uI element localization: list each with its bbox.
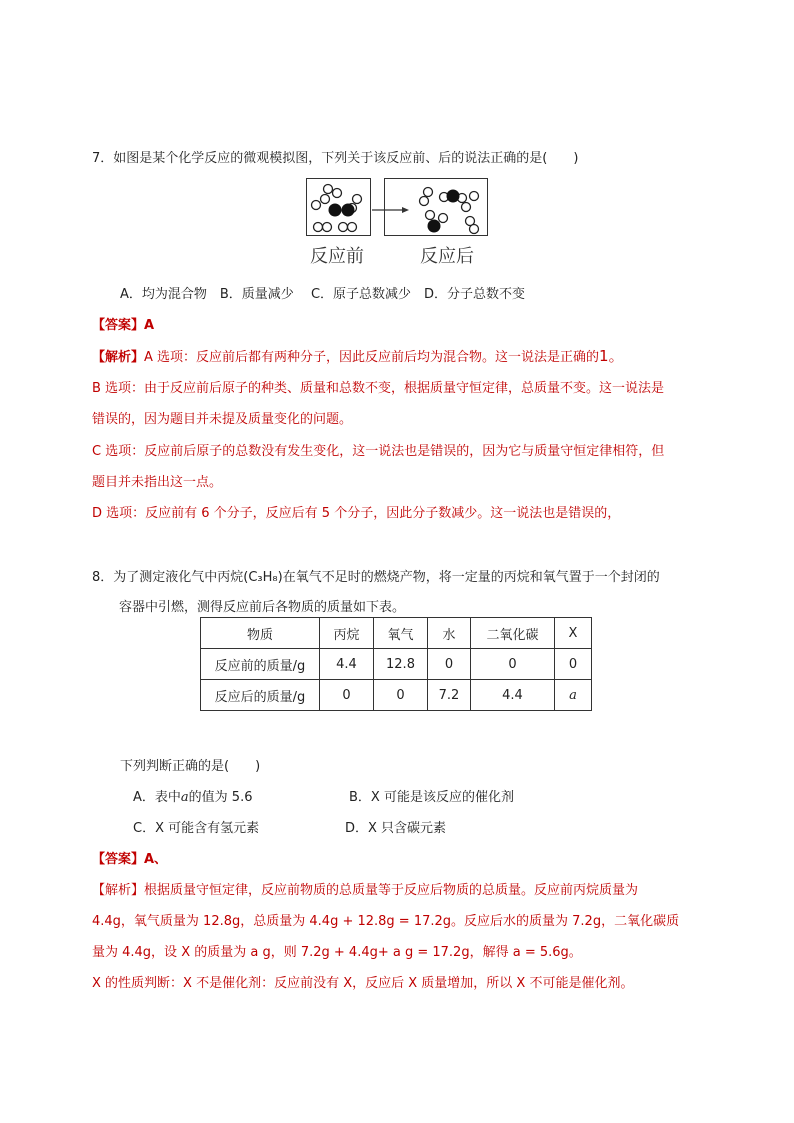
table-header-cell: 氧气: [374, 618, 428, 649]
table-cell: 0: [555, 649, 592, 680]
q7-options: A．均为混合物 B．质量减少 C．原子总数减少 D．分子总数不变: [120, 287, 526, 302]
table-cell: 0: [471, 649, 555, 680]
q7-analysis-d: D 选项：反应前有 6 个分子，反应后有 5 个分子，因此分子数减少。这一说法也是错误的，: [92, 506, 621, 521]
q8-stem-line2: 容器中引燃，测得反应前后各物质的质量如下表。: [119, 600, 406, 615]
table-cell: 0: [320, 680, 374, 711]
table-cell: 反应后的质量/g: [201, 680, 320, 711]
q7-analysis-c2: 题目并未指出这一点。: [92, 475, 223, 490]
table-cell: 4.4: [320, 649, 374, 680]
q7-stem: 7．如图是某个化学反应的微观模拟图，下列关于该反应前、后的说法正确的是( ): [92, 151, 579, 166]
analysis-a-mark: 1。: [599, 347, 624, 365]
table-header-cell: 水: [428, 618, 471, 649]
q8-option-d: D．X 只含碳元素: [345, 821, 447, 836]
q8-question: 下列判断正确的是( ): [120, 759, 261, 774]
mass-table: [200, 617, 592, 711]
after-label: 反应后: [420, 246, 474, 267]
atom-hollow: [323, 223, 332, 232]
atom-hollow: [420, 197, 429, 206]
q7-analysis-c1: C 选项：反应前后原子的总数没有发生变化，这一说法也是错误的，因为它与质量守恒定律相符，但: [92, 444, 665, 459]
atom-solid: [342, 204, 355, 217]
before-label: 反应前: [310, 246, 364, 267]
atom-hollow: [333, 189, 342, 198]
table-row: [201, 649, 592, 680]
atom-hollow: [462, 203, 471, 212]
table-header-cell: 丙烷: [320, 618, 374, 649]
atom-hollow: [321, 195, 330, 204]
table-header-row: [201, 618, 592, 649]
atom-solid: [428, 220, 441, 233]
option-a-suffix: 的值为 5.6: [188, 790, 253, 805]
q7-analysis-b2: 错误的，因为题目并未提及质量变化的问题。: [92, 412, 353, 427]
atom-hollow: [314, 223, 323, 232]
table-cell: 0: [374, 680, 428, 711]
table-cell: 4.4: [471, 680, 555, 711]
q8-analysis-line3: 量为 4.4g，设 X 的质量为 a g，则 7.2g + 4.4g+ a g = 17.2g，解得 a = 5.6g。: [92, 945, 582, 960]
q8-option-c: C．X 可能含有氢元素: [133, 821, 260, 836]
q7-answer: 【答案】A: [92, 318, 155, 333]
table-cell: 7.2: [428, 680, 471, 711]
atom-hollow: [312, 201, 321, 210]
atom-hollow: [470, 225, 479, 234]
option-a-prefix: A．表中: [133, 790, 181, 805]
q8-analysis-line4: X 的性质判断：X 不是催化剂：反应前没有 X，反应后 X 质量增加，所以 X 不可能是催化剂。: [92, 976, 634, 991]
q7-analysis-b1: B 选项：由于反应前后原子的种类、质量和总数不变，根据质量守恒定律，总质量不变。这一说法是: [92, 381, 665, 396]
q7-analysis-a: [92, 345, 624, 366]
table-header-cell: 二氧化碳: [471, 618, 555, 649]
option-a-var: a: [180, 790, 189, 805]
molecule-drawing: [0, 0, 794, 300]
q8-analysis-line2: 4.4g，氧气质量为 12.8g，总质量为 4.4g + 12.8g = 17.2g。反应后水的质量为 7.2g，二氧化碳质: [92, 914, 680, 929]
table-cell: 12.8: [374, 649, 428, 680]
atom-solid: [447, 190, 460, 203]
atom-hollow: [339, 223, 348, 232]
analysis-label: 【解析】: [92, 350, 145, 365]
q8-analysis-line1: 【解析】根据质量守恒定律，反应前物质的总质量等于反应后物质的总质量。反应前丙烷质量为: [92, 883, 639, 898]
q8-stem-line1: 8．为了测定液化气中丙烷(C₃H₈)在氧气不足时的燃烧产物，将一定量的丙烷和氧气置于一个封闭的: [92, 570, 660, 585]
table-header-cell: X: [555, 618, 592, 649]
atom-hollow: [439, 214, 448, 223]
atom-hollow: [324, 185, 333, 194]
atom-hollow: [353, 195, 362, 204]
atom-solid: [329, 204, 342, 217]
table-cell: 反应前的质量/g: [201, 649, 320, 680]
arrow-head: [402, 207, 409, 213]
q8-option-b: B．X 可能是该反应的催化剂: [349, 790, 514, 805]
table-header-cell: 物质: [201, 618, 320, 649]
q8-option-a: [133, 786, 252, 805]
table-row: [201, 680, 592, 711]
atom-hollow: [426, 211, 435, 220]
table-cell: a: [555, 680, 592, 711]
atom-hollow: [470, 192, 479, 201]
analysis-a-text: A 选项：反应前后都有两种分子，因此反应前后均为混合物。这一说法是正确的: [144, 350, 600, 365]
atom-hollow: [424, 188, 433, 197]
q8-answer: 【答案】A、: [92, 852, 168, 867]
table-cell: 0: [428, 649, 471, 680]
atom-hollow: [348, 223, 357, 232]
